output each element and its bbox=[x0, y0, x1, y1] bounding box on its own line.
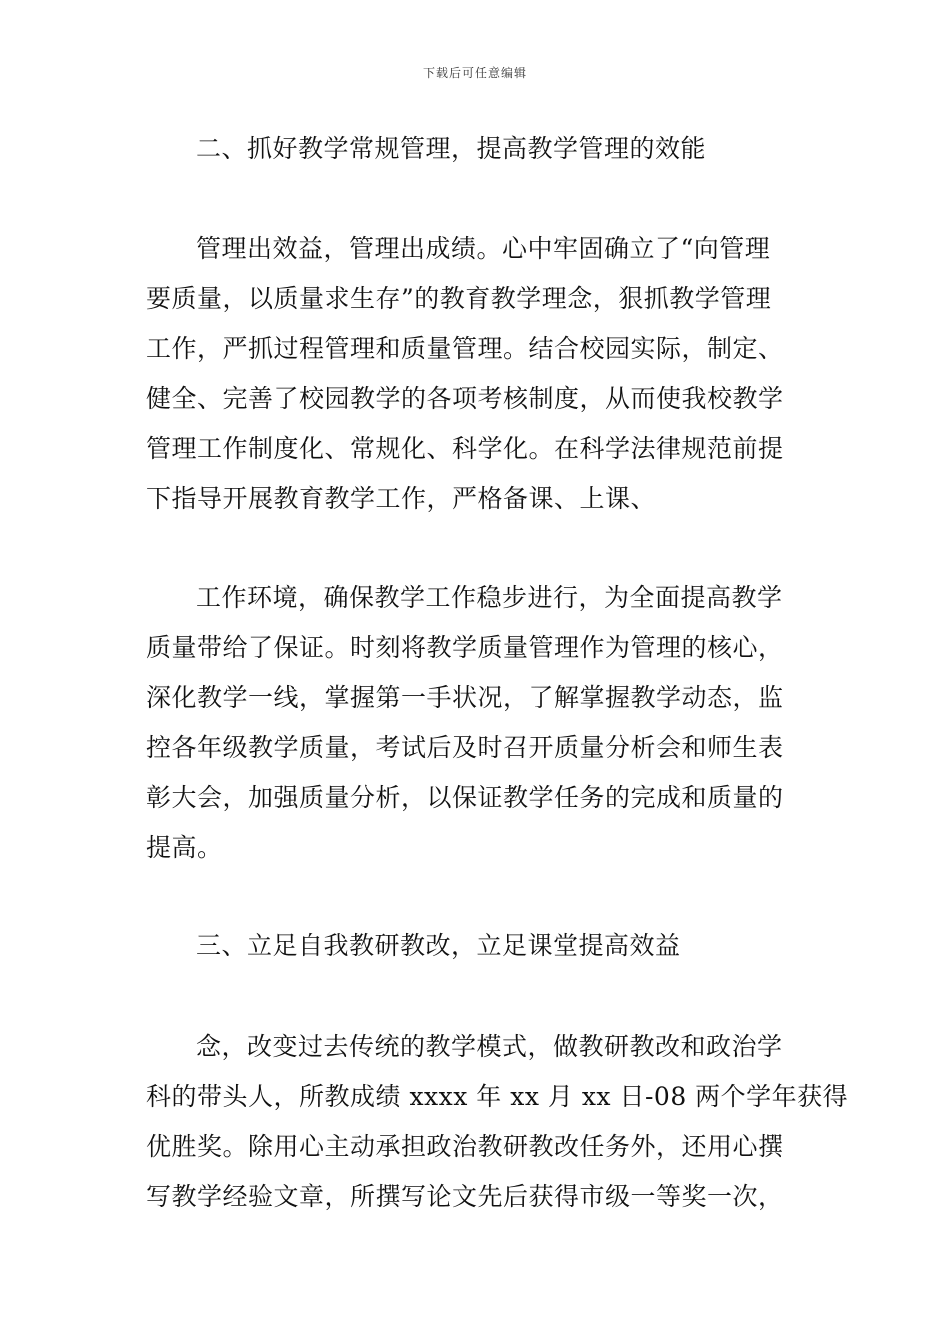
text-line: 质量带给了保证。时刻将教学质量管理作为管理的核心， bbox=[146, 633, 784, 662]
section-3-heading: 三、立足自我教研教改，立足课堂提高效益 bbox=[196, 931, 681, 960]
text-line: 要质量，以质量求生存”的教育教学理念，狠抓教学管理 bbox=[146, 284, 772, 313]
text-line: 深化教学一线，掌握第一手状况，了解掌握教学动态，监 bbox=[146, 683, 784, 712]
text-line: 彰大会，加强质量分析，以保证教学任务的完成和质量的 bbox=[146, 783, 784, 812]
text-line: 科的带头人，所教成绩 xxxx 年 xx 月 xx 日-08 两个学年获得 bbox=[146, 1082, 849, 1111]
section-2-paragraph-2 bbox=[146, 573, 808, 873]
section-2-paragraph-1 bbox=[146, 224, 808, 524]
text-line: 工作，严抓过程管理和质量管理。结合校园实际，制定、 bbox=[146, 334, 784, 363]
section-3-paragraph-1 bbox=[146, 1022, 849, 1222]
text-line: 管理工作制度化、常规化、科学化。在科学法律规范前提 bbox=[146, 434, 784, 463]
text-line: 健全、完善了校园教学的各项考核制度，从而使我校教学 bbox=[146, 384, 784, 413]
text-line: 提高。 bbox=[146, 833, 223, 862]
section-2-heading: 二、抓好教学常规管理，提高教学管理的效能 bbox=[196, 134, 707, 163]
text-line: 管理出效益，管理出成绩。心中牢固确立了“向管理 bbox=[196, 234, 771, 263]
text-line: 念，改变过去传统的教学模式，做教研教改和政治学 bbox=[196, 1032, 783, 1061]
text-line: 下指导开展教育教学工作，严格备课、上课、 bbox=[146, 484, 657, 513]
text-line: 优胜奖。除用心主动承担政治教研教改任务外，还用心撰 bbox=[146, 1132, 784, 1161]
text-line: 控各年级教学质量，考试后及时召开质量分析会和师生表 bbox=[146, 733, 784, 762]
text-line: 写教学经验文章，所撰写论文先后获得市级一等奖一次， bbox=[146, 1182, 784, 1211]
text-line: 工作环境，确保教学工作稳步进行，为全面提高教学 bbox=[196, 583, 783, 612]
page-header: 下载后可任意编辑 bbox=[422, 66, 527, 80]
